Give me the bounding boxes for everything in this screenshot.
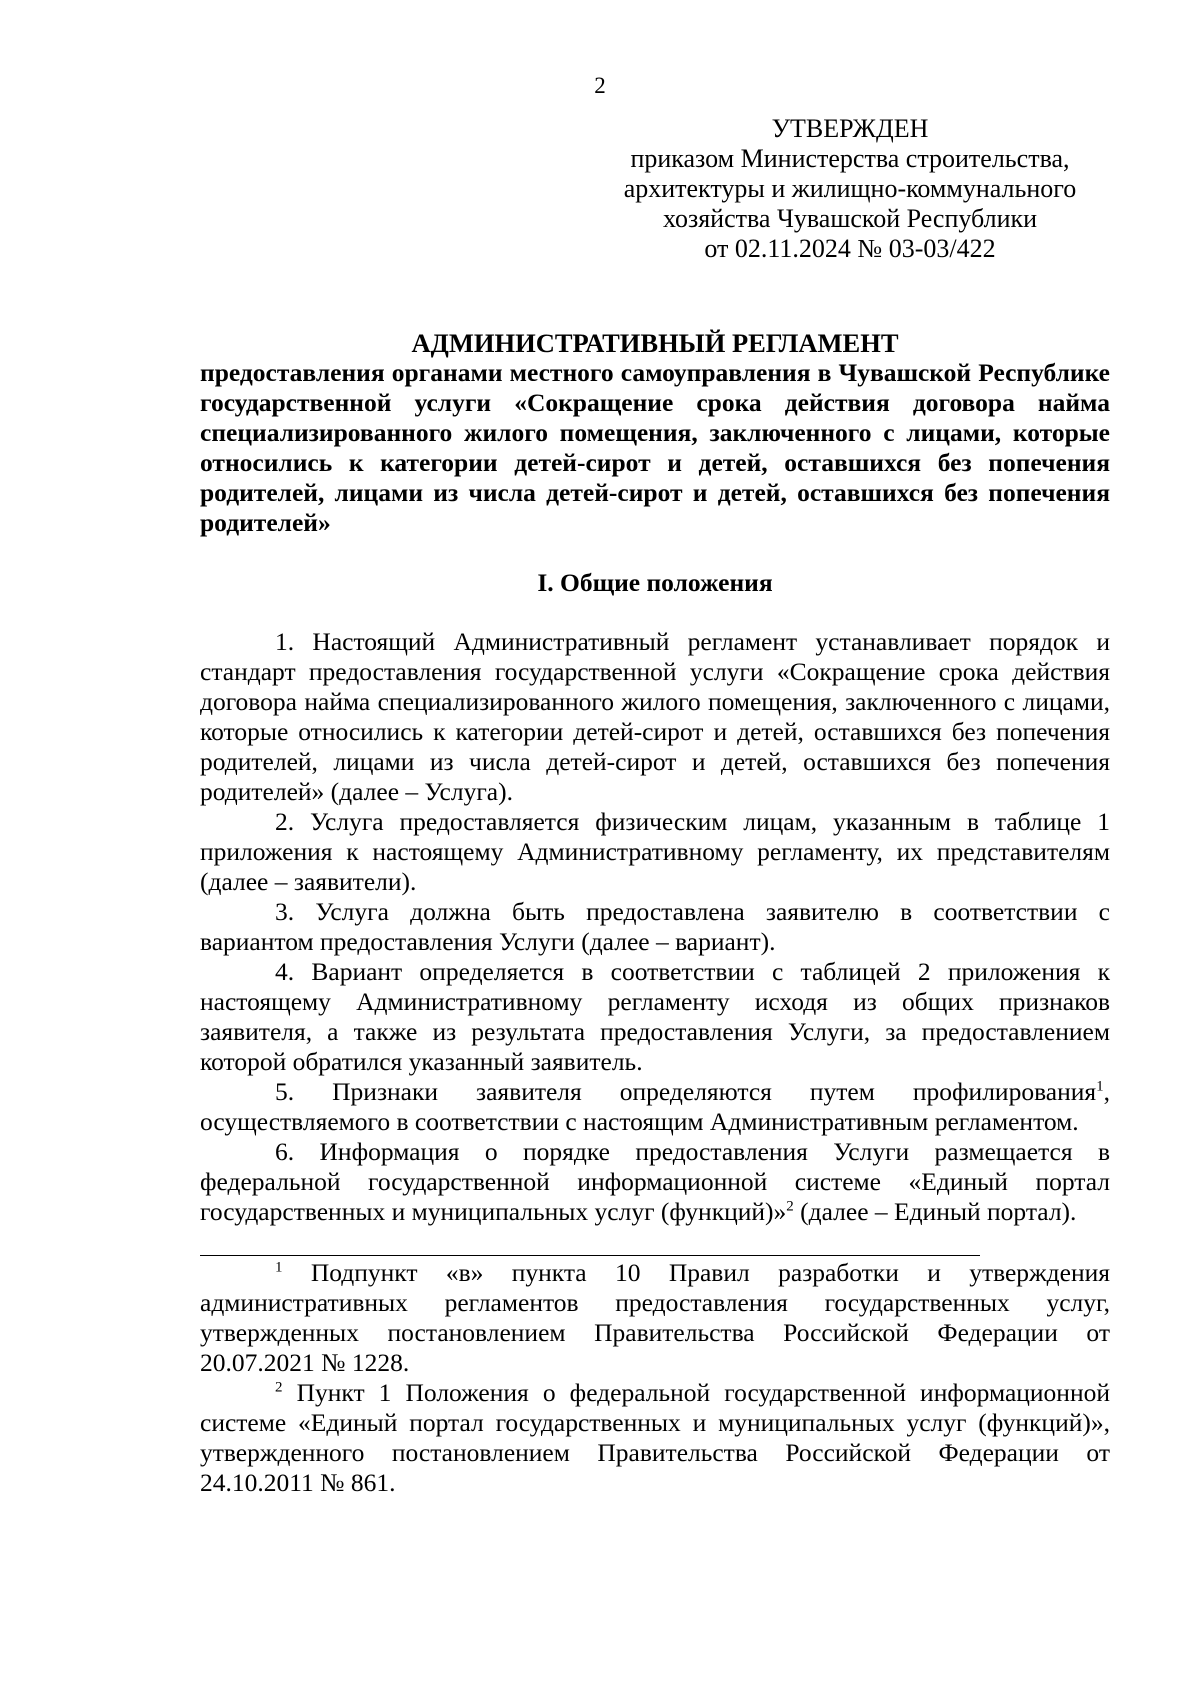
footnotes xyxy=(200,1258,1110,1498)
approval-line: хозяйства Чувашской Республики xyxy=(662,204,1038,233)
approval-date-number: от 02.11.2024 № 03-03/422 xyxy=(704,234,996,263)
footnote-1-marker: 1 xyxy=(275,1259,283,1276)
paragraph-5-text-end: , осуществляемого в соответствии с настоящим Административным регламентом. xyxy=(200,1077,1110,1136)
approval-title: УТВЕРЖДЕН xyxy=(771,114,929,143)
footnote-reference-1: 1 xyxy=(1096,1078,1104,1095)
body-text xyxy=(200,627,1110,1227)
document-subtitle: предоставления органами местного самоуправления в Чувашской Республике государственной услуги «Сокращение срока действия договора найма специализированного жилого помещения, заключенного с лицами, которые относились к категории детей-сирот и детей, оставшихся без попечения родителей, лицами из числа детей-сирот и детей, оставшихся без попечения родителей» xyxy=(200,358,1110,537)
approval-line: приказом Министерства строительства, xyxy=(630,144,1070,173)
paragraph-5 xyxy=(200,1077,1110,1137)
approval-block xyxy=(600,114,1100,264)
footnote-divider xyxy=(200,1255,980,1256)
footnote-2 xyxy=(200,1378,1110,1498)
footnote-2-marker: 2 xyxy=(275,1379,283,1396)
footnote-1-text: Подпункт «в» пункта 10 Правил разработки и утверждения административных регламентов предоставления государственных услуг, утвержденных постановлением Правительства Российской Федерации от 20.07.2021 № 1228. xyxy=(200,1258,1110,1377)
paragraph-4: 4. Вариант определяется в соответствии с таблицей 2 приложения к настоящему Административному регламенту исходя из общих признаков заявителя, а также из результата предоставления Услуги, за предоставлением которой обратился указанный заявитель. xyxy=(200,957,1110,1076)
approval-line: архитектуры и жилищно-коммунального xyxy=(623,174,1077,203)
paragraph-6 xyxy=(200,1137,1110,1227)
paragraph-3: 3. Услуга должна быть предоставлена заявителю в соответствии с вариантом предоставления Услуги (далее – вариант). xyxy=(200,897,1110,956)
paragraph-6-text-start: 6. Информация о порядке предоставления Услуги размещается в федеральной государственной информационной системе «Единый портал государственных и муниципальных услуг (функций)» xyxy=(200,1137,1110,1226)
paragraph-2: 2. Услуга предоставляется физическим лицам, указанным в таблице 1 приложения к настоящему Административному регламенту, их представителям (далее – заявители). xyxy=(200,807,1110,896)
section-title: I. Общие положения xyxy=(537,568,773,597)
footnote-2-text: Пункт 1 Положения о федеральной государственной информационной системе «Единый портал государственных и муниципальных услуг (функций)», утвержденного постановлением Правительства Российской Федерации от 24.10.2011 № 861. xyxy=(200,1378,1110,1497)
page-number: 2 xyxy=(594,73,606,98)
paragraph-1: 1. Настоящий Административный регламент устанавливает порядок и стандарт предоставления государственной услуги «Сокращение срока действия договора найма специализированного жилого помещения, заключенного с лицами, которые относились к категории детей-сирот и детей, оставшихся без попечения родителей, лицами из числа детей-сирот и детей, оставшихся без попечения родителей» (далее – Услуга). xyxy=(200,627,1110,806)
footnote-reference-2: 2 xyxy=(786,1198,794,1215)
footnote-1 xyxy=(200,1258,1110,1378)
document-title: АДМИНИСТРАТИВНЫЙ РЕГЛАМЕНТ xyxy=(411,328,899,358)
paragraph-6-text-end: (далее – Единый портал). xyxy=(793,1197,1077,1226)
paragraph-5-text-start: 5. Признаки заявителя определяются путем профилирования xyxy=(275,1077,1097,1106)
